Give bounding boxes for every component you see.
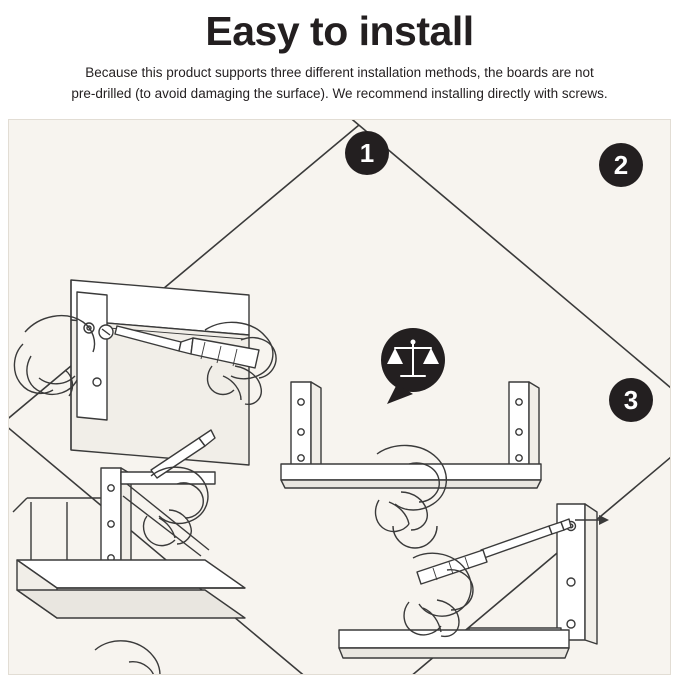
page-title: Easy to install	[205, 8, 474, 54]
page-subtitle	[18, 62, 661, 104]
page-subtitle-line-2: pre-drilled (to avoid damaging the surface). We recommend installing directly with screws.	[71, 86, 608, 101]
installation-guide-page	[0, 6, 679, 683]
page-subtitle-line-1: Because this product supports three different installation methods, the boards are not	[85, 65, 594, 80]
step-badge-2	[599, 143, 643, 187]
step-badge-3	[609, 378, 653, 422]
installation-illustration	[8, 119, 671, 675]
illustration-canvas	[9, 120, 670, 674]
step-badge-3-label: 3	[623, 385, 639, 415]
step-badge-2-label: 2	[613, 150, 629, 180]
step-badge-1	[345, 131, 389, 175]
step-badge-1-label: 1	[359, 138, 375, 168]
